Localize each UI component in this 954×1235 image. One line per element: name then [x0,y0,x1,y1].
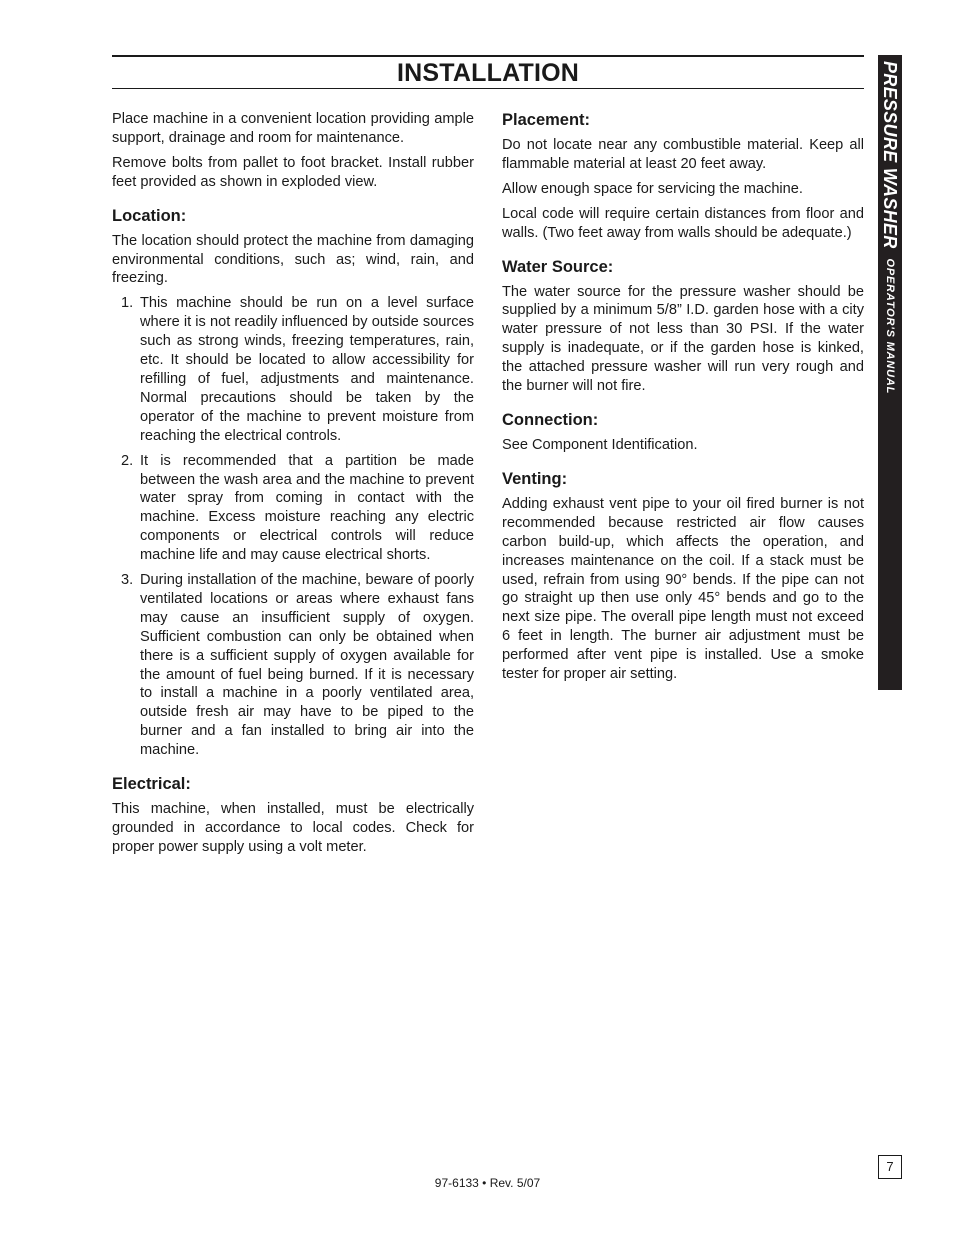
intro-paragraph-2: Remove bolts from pallet to foot bracket. Install rubber feet provided as shown in exploded view. [112,154,474,190]
connection-heading: Connection: [502,410,599,429]
location-heading: Location: [112,206,187,225]
list-item [112,571,474,760]
venting-heading: Venting: [502,469,568,488]
electrical-text: This machine, when installed, must be electrically grounded in accordance to local codes. Check for proper power supply using a volt meter. [112,801,474,855]
water-source-text: The water source for the pressure washer should be supplied by a minimum 5/8” I.D. garden hose with a city water pressure of not less than 30 PSI. If the water supply is inadequate, or if the garden hose is kinked, the attached pressure washer will run very rough and the burner will not fire. [502,283,864,395]
list-item-text: It is recommended that a partition be made between the wash area and the machine to prevent water spray from coming in contact with the machine. Excess moisture reaching any electric components or electrical controls will reduce machine life and may cause electrical shorts. [140,452,474,564]
list-item [112,294,474,445]
location-list [112,294,474,760]
sidebar-subtitle: OPERATOR'S MANUAL [884,258,896,395]
page-number: 7 [878,1155,902,1179]
placement-heading: Placement: [502,111,591,129]
title-rule-top [112,55,864,57]
sidebar-title: PRESSURE WASHER [880,61,901,249]
right-column [502,110,864,690]
left-column [112,110,474,863]
venting-text: Adding exhaust vent pipe to your oil fired burner is not recommended because restricted air flow causes carbon build-up, which affects the operation, and increases maintenance on the coil. If a stack must be used, refrain from using 90° bends. If the pipe can not go straight up then use only 45° bends and go to the next size pipe. The overall pipe length must not exceed 6 feet in length. The burner air adjustment must be performed after vent pipe is installed. Use a smoke tester for proper air setting. [502,495,864,683]
document-revision: 97-6133 • Rev. 5/07 [434,1176,541,1190]
placement-paragraph-1: Do not locate near any combustible material. Keep all flammable material at least 20 feet away. [502,137,864,172]
list-item-text: This machine should be run on a level surface where it is not readily influenced by outside sources such as strong winds, freezing temperatures, rain, etc. It should be located to allow accessibility for refilling of fuel, adjustments and maintenance. Normal precautions should be taken by the operator of the machine to prevent moisture from reaching the electrical controls. [140,295,474,444]
placement-paragraph-3: Local code will require certain distances from floor and walls. (Two feet away from walls should be adequate.) [502,205,864,241]
electrical-heading: Electrical: [112,775,191,794]
placement-paragraph-2: Allow enough space for servicing the machine. [502,180,803,197]
list-item-text: During installation of the machine, beware of poorly ventilated locations or areas where exhaust fans may cause an insufficient supply of oxygen. Sufficient combustion can only be obtained when there is a sufficient supply of oxygen available for the amount of fuel being burned. If it is necessary to install a machine in a poorly ventilated area, outside fresh air may have to be piped to the burner and a fan installed to bring air into the machine. [140,572,474,759]
section-sidebar-tab [878,55,902,690]
title-rule-bottom [112,88,864,89]
list-item-number: 3. [121,572,134,589]
water-source-heading: Water Source: [502,257,614,276]
list-item [112,452,474,565]
location-text: The location should protect the machine from damaging environmental conditions, such as; wind, rain, and freezing. [112,232,474,287]
list-item-number: 2. [121,452,134,469]
list-item-number: 1. [121,295,134,312]
intro-paragraph-1: Place machine in a convenient location providing ample support, drainage and room for maintenance. [112,111,474,146]
connection-text: See Component Identification. [502,436,698,453]
page-title: INSTALLATION [396,59,579,87]
sidebar-label [878,55,902,690]
